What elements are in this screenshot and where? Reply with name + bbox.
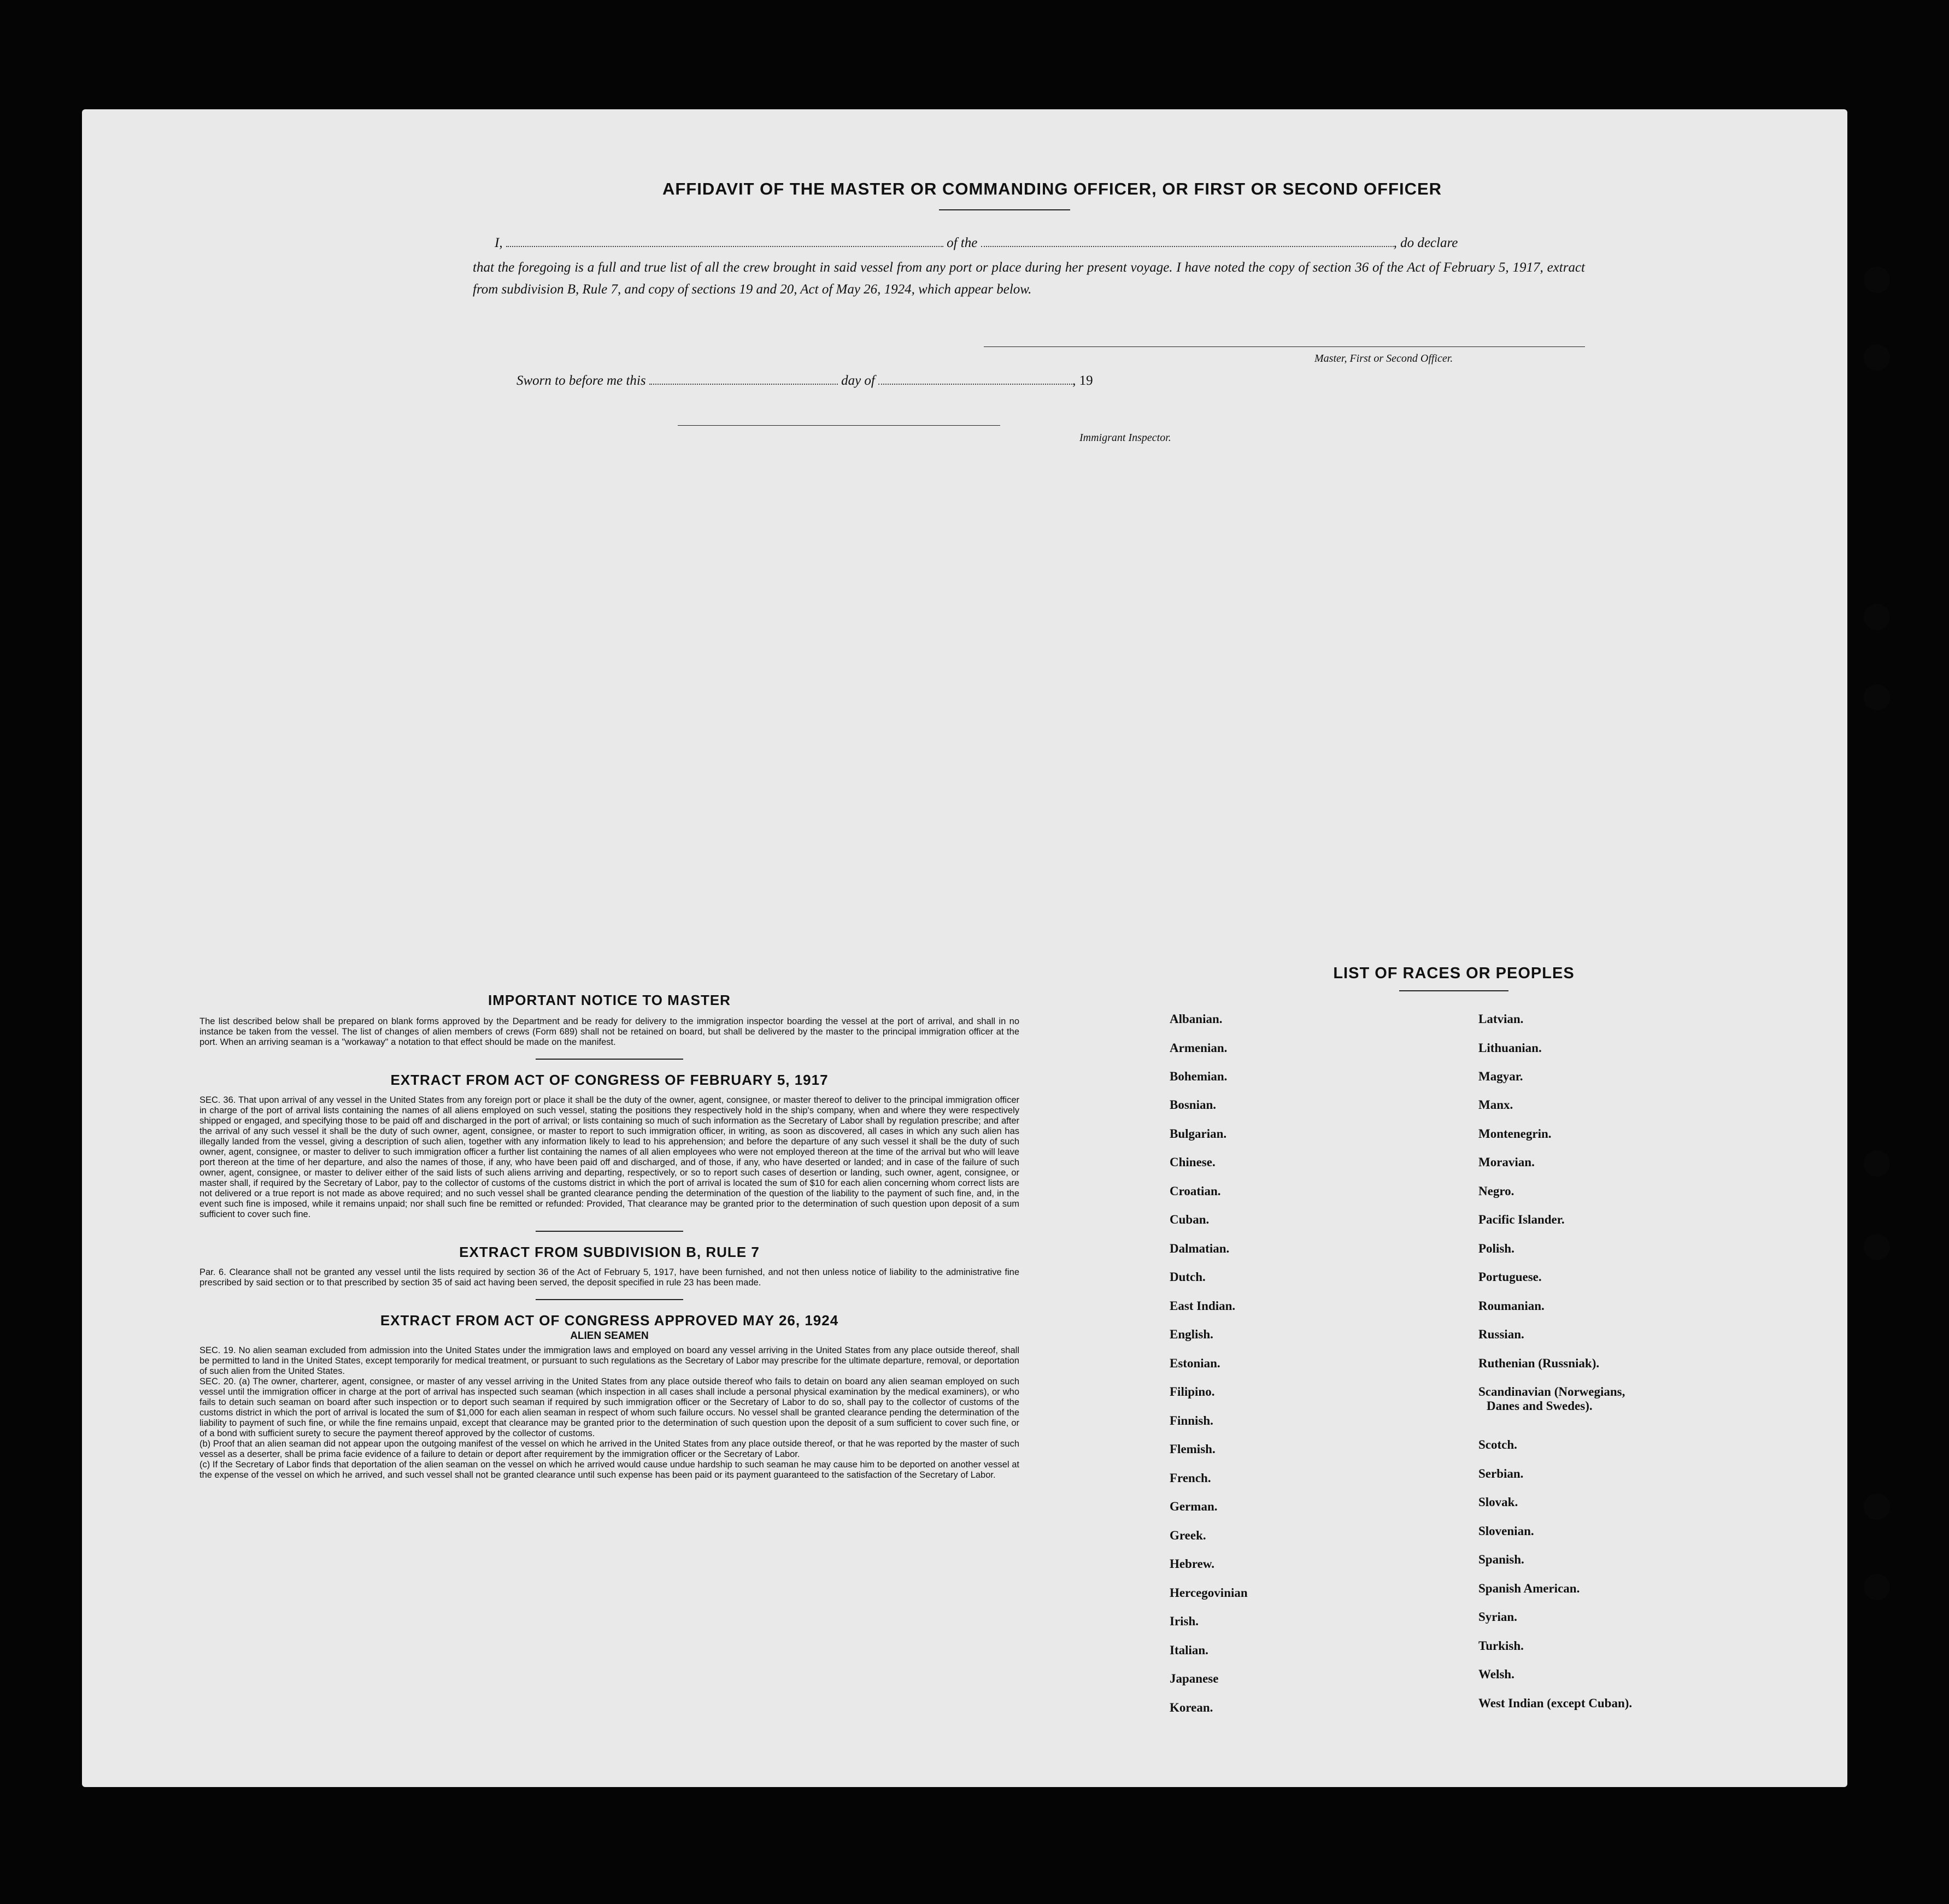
sworn-label: Sworn to before me this bbox=[516, 373, 646, 388]
race-right: Turkish. bbox=[1478, 1639, 1524, 1653]
race-right: Manx. bbox=[1478, 1098, 1513, 1112]
race-right: Spanish American. bbox=[1478, 1582, 1580, 1595]
signature-line[interactable] bbox=[984, 346, 1585, 347]
race-right: Syrian. bbox=[1478, 1610, 1517, 1624]
race-left: Irish. bbox=[1170, 1614, 1199, 1628]
section-divider bbox=[536, 1231, 683, 1232]
bleed-through bbox=[1175, 465, 1776, 1787]
race-right: Danes and Swedes). bbox=[1487, 1399, 1593, 1413]
race-left: Hebrew. bbox=[1170, 1557, 1214, 1571]
legal-extracts bbox=[199, 992, 1019, 1480]
race-right: Roumanian. bbox=[1478, 1299, 1545, 1313]
race-left: Greek. bbox=[1170, 1529, 1206, 1542]
punch-hole bbox=[1864, 684, 1890, 710]
notice-text: The list described below shall be prepared on blank forms approved by the Department and be ready for delivery to the immigration inspector boarding the vessel at the port of arrival, and shall in no instance be taken from the vessel. The list of changes of alien members of crews (Form 689) shall not be retained on board, but shall be delivered by the master to the principal immigration officer at the port. When an arriving seaman is a "workaway" a notation to that effect should be made on the manifest. bbox=[199, 1016, 1019, 1047]
extract-rule7-title: EXTRACT FROM SUBDIVISION B, RULE 7 bbox=[459, 1244, 760, 1260]
of-the-label: of the bbox=[947, 236, 978, 250]
race-right: Slovak. bbox=[1478, 1495, 1518, 1509]
race-right: Portuguese. bbox=[1478, 1270, 1542, 1284]
extract-1924-sec19: SEC. 19. No alien seaman excluded from admission into the United States under the immigration laws and employed on board any vessel arriving in the United States from any place outside thereof, shall be permitted to land in the United States, except temporarily for medical treatment, or pursuant to such regulations as the Secretary of Labor may prescribe for the ultimate departure, removal, or deportation of such alien from the United States. bbox=[199, 1345, 1019, 1376]
race-left: German. bbox=[1170, 1500, 1218, 1513]
race-left: Bosnian. bbox=[1170, 1098, 1217, 1112]
race-right: Latvian. bbox=[1478, 1012, 1524, 1026]
race-right: Ruthenian (Russniak). bbox=[1478, 1356, 1600, 1370]
race-right: Slovenian. bbox=[1478, 1524, 1534, 1538]
punch-hole bbox=[1864, 604, 1890, 630]
race-left: Finnish. bbox=[1170, 1414, 1213, 1427]
punch-hole bbox=[1864, 267, 1890, 293]
affidavit-title: AFFIDAVIT OF THE MASTER OR COMMANDING OFFICER, OR FIRST OR SECOND OFFICER bbox=[662, 179, 1442, 198]
race-left: English. bbox=[1170, 1327, 1213, 1341]
extract-1924-subtitle: ALIEN SEAMEN bbox=[570, 1330, 649, 1342]
race-left: Bohemian. bbox=[1170, 1069, 1228, 1083]
race-left: Korean. bbox=[1170, 1701, 1213, 1714]
vessel-field[interactable] bbox=[981, 234, 1394, 247]
races-divider bbox=[1399, 990, 1508, 991]
races-title: LIST OF RACES OR PEOPLES bbox=[1333, 965, 1575, 982]
race-right: Moravian. bbox=[1478, 1155, 1535, 1169]
punch-hole bbox=[1864, 1234, 1890, 1260]
race-left: Dutch. bbox=[1170, 1270, 1206, 1284]
extract-1924-sec20a: SEC. 20. (a) The owner, charterer, agent, consignee, or master of any vessel arriving in the United States from any place outside thereof who fails to detain on board any alien seaman employed on such vessel until the immigration officer in charge at the port of arrival has inspected such seaman (which inspection in all cases shall include a personal physical examination by the medical examiners), or who fails to detain such seaman on board after such inspection or to deport such seaman if required by such immigration officer or the Secretary of Labor to do so, shall pay to the collector of customs of the customs district in which the port of arrival is located the sum of $1,000 for each alien seaman in respect of whom such failure occurs. No vessel shall be granted clearance pending the determination of the liability to payment of such fine, or while the fine remains unpaid, except that clearance may be granted prior to the determination of such question upon the deposit of a sum sufficient to cover such fine, or of a bond with sufficient surety to secure the payment thereof approved by the collector of customs. bbox=[199, 1377, 1019, 1438]
punch-hole bbox=[1864, 1150, 1890, 1177]
i-label: I, bbox=[495, 236, 503, 250]
race-left: Bulgarian. bbox=[1170, 1127, 1227, 1141]
extract-rule7-text: Par. 6. Clearance shall not be granted any vessel until the lists required by section 36 of the Act of February 5, 1917, have been furnished, and not then unless notice of liability to the administrative fine prescribed by said section or to that prescribed by section 35 of said act having been served, the deposit specified in rule 23 has been made. bbox=[199, 1267, 1019, 1288]
sworn-month-field[interactable] bbox=[878, 372, 1072, 385]
race-left: Japanese bbox=[1170, 1672, 1219, 1685]
title-divider bbox=[939, 209, 1070, 210]
race-right: Polish. bbox=[1478, 1242, 1514, 1255]
race-left: Croatian. bbox=[1170, 1184, 1221, 1198]
punch-hole bbox=[1864, 344, 1890, 371]
affidavit-body: that the foregoing is a full and true list of all the crew brought in said vessel from any port or place during her present voyage. I have noted the copy of section 36 of the Act of February 5, 1917, extract from subdivision B, Rule 7, and copy of sections 19 and 20, Act of May 26, 1924, which appear below. bbox=[473, 260, 1585, 297]
race-left: French. bbox=[1170, 1471, 1211, 1485]
year-prefix: , 19 bbox=[1072, 373, 1093, 388]
sworn-line bbox=[516, 372, 1093, 389]
do-declare-label: , do declare bbox=[1393, 236, 1458, 250]
sworn-day-field[interactable] bbox=[649, 372, 838, 385]
race-right: Pacific Islander. bbox=[1478, 1213, 1565, 1226]
race-left: Flemish. bbox=[1170, 1442, 1216, 1456]
section-divider bbox=[536, 1059, 683, 1060]
name-field[interactable] bbox=[506, 234, 943, 247]
declaration-line bbox=[495, 234, 1458, 251]
race-right: Serbian. bbox=[1478, 1467, 1524, 1480]
race-left: Cuban. bbox=[1170, 1213, 1210, 1226]
race-right: Scotch. bbox=[1478, 1438, 1517, 1451]
race-right: Negro. bbox=[1478, 1184, 1514, 1198]
race-left: Hercegovinian bbox=[1170, 1586, 1248, 1600]
race-right: Scandinavian (Norwegians, bbox=[1478, 1385, 1625, 1398]
race-right: Spanish. bbox=[1478, 1553, 1524, 1566]
race-left: Albanian. bbox=[1170, 1012, 1223, 1026]
race-right: Welsh. bbox=[1478, 1667, 1514, 1681]
race-right: Magyar. bbox=[1478, 1069, 1523, 1083]
extract-1917-title: EXTRACT FROM ACT OF CONGRESS OF FEBRUARY 5, 1917 bbox=[390, 1072, 829, 1088]
inspector-signature-line[interactable] bbox=[678, 425, 1000, 426]
race-left: Filipino. bbox=[1170, 1385, 1215, 1398]
section-divider bbox=[536, 1299, 683, 1300]
inspector-label: Immigrant Inspector. bbox=[1079, 432, 1171, 444]
race-left: East Indian. bbox=[1170, 1299, 1236, 1313]
extract-1924-sec20b: (b) Proof that an alien seaman did not appear upon the outgoing manifest of the vessel on which he arrived in the United States from any place outside thereof, or that he was reported by the master of such vessel as a deserter, shall be prima facie evidence of a failure to detain or deport after requirement by the immigration officer or the Secretary of Labor. bbox=[199, 1439, 1019, 1459]
race-left: Estonian. bbox=[1170, 1356, 1220, 1370]
extract-1924-title: EXTRACT FROM ACT OF CONGRESS APPROVED MAY 26, 1924 bbox=[380, 1312, 839, 1329]
signature-label: Master, First or Second Officer. bbox=[1314, 352, 1453, 365]
race-right: Lithuanian. bbox=[1478, 1041, 1542, 1055]
race-left: Chinese. bbox=[1170, 1155, 1216, 1169]
race-right: West Indian (except Cuban). bbox=[1478, 1696, 1633, 1710]
extract-1924-sec20c: (c) If the Secretary of Labor finds that deportation of the alien seaman on the vessel on which he arrived would cause undue hardship to such seaman he may cause him to be deported on another vessel at the expense of the vessel on which he arrived, and such vessel shall not be granted clearance until such expense has been paid or its payment guaranteed to the satisfaction of the Secretary of Labor. bbox=[199, 1460, 1019, 1480]
race-left: Dalmatian. bbox=[1170, 1242, 1230, 1255]
document-page bbox=[82, 109, 1847, 1787]
race-right: Montenegrin. bbox=[1478, 1127, 1552, 1141]
punch-hole bbox=[1864, 1494, 1890, 1520]
race-right: Russian. bbox=[1478, 1327, 1524, 1341]
punch-hole bbox=[1864, 1574, 1890, 1600]
race-left: Armenian. bbox=[1170, 1041, 1228, 1055]
extract-1917-text: SEC. 36. That upon arrival of any vessel in the United States from any foreign port or place it shall be the duty of the owner, agent, consignee, or master thereof to deliver to the principal immigration officer in charge of the port of arrival lists containing the names of all aliens employed on such vessel, stating the positions they respectively hold in the ship's company, when and where they were respectively shipped or engaged, and specifying those to be paid off and discharged in the port of arrival; or lists containing so much of such information as the Secretary of Labor shall by regulation prescribe; and after the arrival of any such vessel it shall be the duty of such owner, agent, consignee, or master to report to such immigration officer, in writing, as soon as discovered, all cases in which any such alien has illegally landed from the vessel, giving a description of such alien, together with any information likely to lead to his apprehension; and before the departure of any such vessel it shall be the duty of such owner, agent, consignee, or master to deliver to such immigration officer a further list containing the names of all alien employees who were not employed thereon at the time of the arrival but who will leave port thereon at the time of her departure, and also the names of those, if any, who have been paid off and discharged, and of those, if any, who have deserted or landed; and in case of the failure of such owner, agent, consignee, or master to deliver either of the said lists of such aliens arriving and departing, respectively, or so to report such cases of desertion or landing, such owner, agent, consignee, or master shall, if required by the Secretary of Labor, pay to the collector of customs of the customs district in which the port of arrival is located the sum of $10 for each alien concerning whom correct lists are not delivered or a true report is not made as above required; and no such vessel shall be granted clearance pending the determination of the question of the liability to the payment of such fine, and, in the event such fine is imposed, while it remains unpaid; nor shall such fine be remitted or refunded: Provided, That clearance may be granted prior to the determination of such question upon deposit of a sum sufficient to cover such fine. bbox=[199, 1095, 1019, 1219]
race-left: Italian. bbox=[1170, 1643, 1208, 1657]
day-of-label: day of bbox=[841, 373, 875, 388]
notice-title: IMPORTANT NOTICE TO MASTER bbox=[488, 992, 731, 1008]
